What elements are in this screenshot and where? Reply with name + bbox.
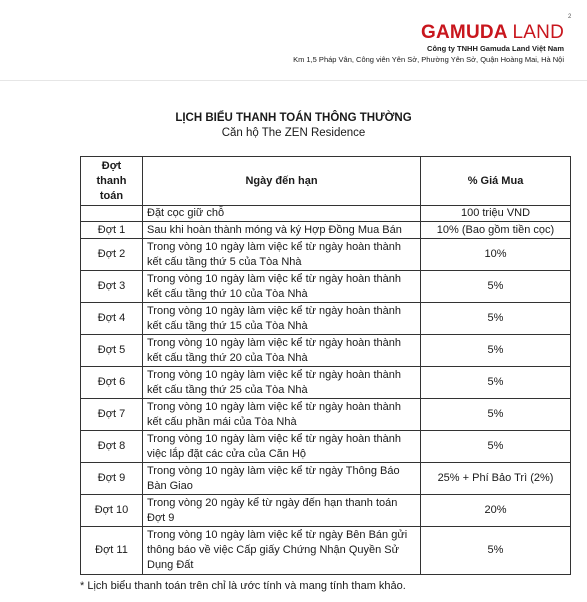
column-header-due-date: Ngày đến hạn	[143, 157, 421, 206]
percent-cell: 5%	[421, 527, 571, 575]
table-row	[81, 527, 571, 575]
payment-schedule-table	[80, 156, 571, 575]
column-header-phase: Đợt thanh toán	[81, 157, 143, 206]
table-body	[81, 206, 571, 575]
phase-cell: Đợt 2	[81, 239, 143, 271]
table-row	[81, 206, 571, 222]
due-date-cell: Đặt cọc giữ chỗ	[143, 206, 421, 222]
due-date-cell: Trong vòng 10 ngày làm việc kể từ ngày hoàn thành kết cấu tầng thứ 5 của Tòa Nhà	[143, 239, 421, 271]
page-number: 2	[568, 14, 572, 20]
table-row	[81, 367, 571, 399]
document-subtitle: Căn hộ The ZEN Residence	[221, 127, 366, 139]
document-title: LỊCH BIỂU THANH TOÁN THÔNG THƯỜNG	[175, 112, 412, 124]
phase-cell: Đợt 8	[81, 431, 143, 463]
logo-brand: GAMUDA	[421, 22, 508, 43]
percent-cell: 5%	[421, 431, 571, 463]
table-row	[81, 463, 571, 495]
company-address: Km 1,5 Pháp Vân, Công viên Yên Sở, Phường Yên Sở, Quận Hoàng Mai, Hà Nội	[293, 55, 564, 64]
due-date-cell: Trong vòng 10 ngày làm việc kể từ ngày Thông Báo Bàn Giao	[143, 463, 421, 495]
phase-cell: Đợt 3	[81, 271, 143, 303]
percent-cell: 5%	[421, 303, 571, 335]
percent-cell: 5%	[421, 367, 571, 399]
table-row	[81, 495, 571, 527]
company-logo	[421, 22, 564, 44]
table-row	[81, 399, 571, 431]
due-date-cell: Trong vòng 10 ngày làm việc kể từ ngày Bên Bán gửi thông báo về việc Cấp giấy Chứng Nhận Quyền Sử Dụng Đất	[143, 527, 421, 575]
phase-cell: Đợt 7	[81, 399, 143, 431]
due-date-cell: Trong vòng 10 ngày làm việc kể từ ngày hoàn thành việc lắp đặt các cửa của Căn Hộ	[143, 431, 421, 463]
table-row	[81, 271, 571, 303]
phase-cell: Đợt 1	[81, 222, 143, 239]
table-row	[81, 431, 571, 463]
footnote: * Lịch biểu thanh toán trên chỉ là ước tính và mang tính tham khảo.	[80, 580, 406, 592]
phase-cell: Đợt 6	[81, 367, 143, 399]
percent-cell: 20%	[421, 495, 571, 527]
phase-cell: Đợt 11	[81, 527, 143, 575]
percent-cell: 25% + Phí Bảo Trì (2%)	[421, 463, 571, 495]
due-date-cell: Sau khi hoàn thành móng và ký Hợp Đồng Mua Bán	[143, 222, 421, 239]
percent-cell: 5%	[421, 399, 571, 431]
phase-cell: Đợt 5	[81, 335, 143, 367]
phase-cell: Đợt 4	[81, 303, 143, 335]
percent-cell: 5%	[421, 335, 571, 367]
phase-cell: Đợt 9	[81, 463, 143, 495]
percent-cell: 5%	[421, 271, 571, 303]
percent-cell: 100 triệu VND	[421, 206, 571, 222]
table-row	[81, 222, 571, 239]
table-row	[81, 335, 571, 367]
phase-cell: Đợt 10	[81, 495, 143, 527]
due-date-cell: Trong vòng 10 ngày làm việc kể từ ngày hoàn thành kết cấu tầng thứ 10 của Tòa Nhà	[143, 271, 421, 303]
logo-suffix: LAND	[512, 22, 564, 43]
due-date-cell: Trong vòng 10 ngày làm việc kể từ ngày hoàn thành kết cấu tầng thứ 15 của Tòa Nhà	[143, 303, 421, 335]
due-date-cell: Trong vòng 20 ngày kể từ ngày đến hạn thanh toán Đợt 9	[143, 495, 421, 527]
header-divider	[0, 80, 587, 81]
due-date-cell: Trong vòng 10 ngày làm việc kể từ ngày hoàn thành kết cấu tầng thứ 20 của Tòa Nhà	[143, 335, 421, 367]
column-header-percent: % Giá Mua	[421, 157, 571, 206]
table-header-row	[81, 157, 571, 206]
table-row	[81, 239, 571, 271]
percent-cell: 10%	[421, 239, 571, 271]
phase-cell	[81, 206, 143, 222]
company-name: Công ty TNHH Gamuda Land Việt Nam	[427, 44, 564, 53]
table-row	[81, 303, 571, 335]
due-date-cell: Trong vòng 10 ngày làm việc kể từ ngày hoàn thành kết cấu tầng thứ 25 của Tòa Nhà	[143, 367, 421, 399]
due-date-cell: Trong vòng 10 ngày làm việc kể từ ngày hoàn thành kết cấu phần mái của Tòa Nhà	[143, 399, 421, 431]
percent-cell: 10% (Bao gồm tiền cọc)	[421, 222, 571, 239]
